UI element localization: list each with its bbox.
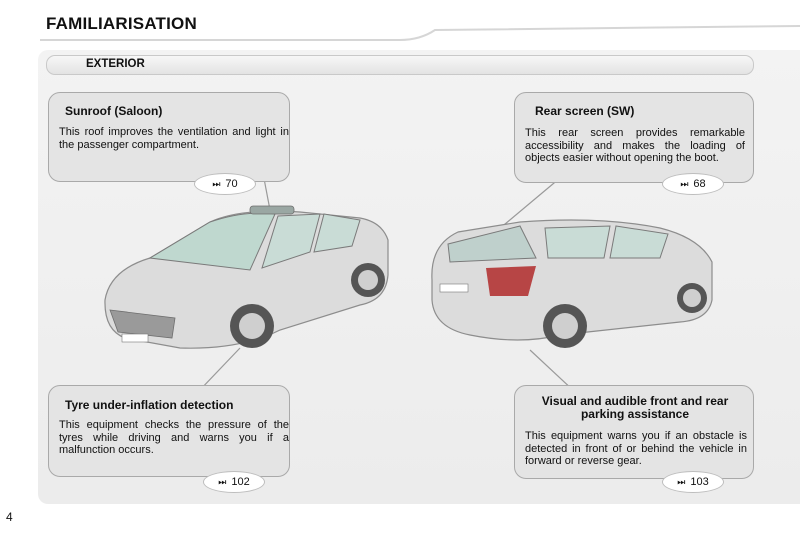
skip-forward-icon: ⏭ [680, 178, 689, 189]
page-ref-rear-screen[interactable] [662, 173, 724, 195]
page-number: 4 [6, 510, 13, 524]
sw-car-icon [432, 220, 712, 348]
callout-text: This equipment checks the pressure of the tyres while driving and warns you if a malfunction occurs. [59, 419, 289, 456]
page-ref-number: 103 [690, 476, 709, 488]
page-ref-tyre[interactable] [203, 471, 265, 493]
callout-text: This roof improves the ventilation and light in the passenger compartment. [59, 126, 289, 151]
page-title: FAMILIARISATION [46, 14, 197, 33]
callout-heading: Tyre under-inflation detection [65, 398, 234, 412]
callout-heading: Rear screen (SW) [535, 104, 635, 118]
page-ref-number: 68 [693, 178, 706, 190]
callout-text: This equipment warns you if an obstacle is detected in front of or behind the vehicle in forward or reverse gear. [525, 430, 747, 467]
skip-forward-icon: ⏭ [218, 476, 227, 487]
callout-heading: Sunroof (Saloon) [65, 104, 163, 118]
skip-forward-icon: ⏭ [677, 476, 686, 487]
callout-tyre [48, 385, 290, 477]
page-ref-number: 102 [231, 476, 250, 488]
page-ref-number: 70 [225, 178, 238, 190]
callout-parking-assistance [514, 385, 754, 479]
callout-sunroof [48, 92, 290, 182]
section-title: EXTERIOR [86, 58, 145, 70]
skip-forward-icon: ⏭ [212, 178, 221, 189]
page-ref-parking[interactable] [662, 471, 724, 493]
page-ref-sunroof[interactable] [194, 173, 256, 195]
callout-rear-screen [514, 92, 754, 183]
saloon-car-icon [105, 206, 388, 348]
callout-heading: Visual and audible front and rear parking assistance [541, 394, 729, 421]
callout-text: This rear screen provides remarkable accessibility and makes the loading of objects easier without opening the boot. [525, 127, 745, 164]
